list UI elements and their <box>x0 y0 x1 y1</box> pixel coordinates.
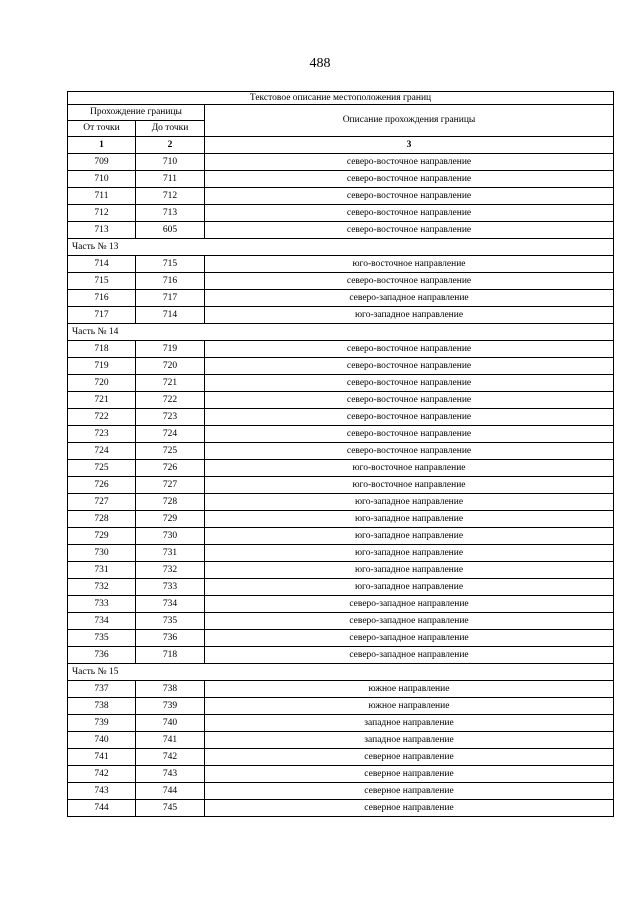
table-row <box>68 460 614 477</box>
table-row <box>68 273 614 290</box>
column-number: 1 <box>68 137 136 154</box>
from-point-cell: 734 <box>68 613 136 630</box>
table-row <box>68 375 614 392</box>
direction-cell: северо-восточное направление <box>205 341 614 358</box>
table-row <box>68 783 614 800</box>
to-point-cell: 722 <box>136 392 205 409</box>
from-point-cell: 726 <box>68 477 136 494</box>
direction-cell: северо-восточное направление <box>205 222 614 239</box>
table-row <box>68 732 614 749</box>
to-point-cell: 739 <box>136 698 205 715</box>
direction-cell: северное направление <box>205 749 614 766</box>
to-point-cell: 713 <box>136 205 205 222</box>
part-heading-row <box>68 324 614 341</box>
table-row <box>68 766 614 783</box>
to-point-cell: 718 <box>136 647 205 664</box>
from-point-cell: 730 <box>68 545 136 562</box>
from-point-cell: 728 <box>68 511 136 528</box>
to-point-cell: 715 <box>136 256 205 273</box>
from-point-cell: 733 <box>68 596 136 613</box>
to-point-cell: 740 <box>136 715 205 732</box>
direction-cell: юго-западное направление <box>205 511 614 528</box>
direction-cell: северо-западное направление <box>205 596 614 613</box>
table-row <box>68 630 614 647</box>
from-point-cell: 723 <box>68 426 136 443</box>
table-row <box>68 494 614 511</box>
to-point-cell: 732 <box>136 562 205 579</box>
to-point-cell: 734 <box>136 596 205 613</box>
to-point-cell: 720 <box>136 358 205 375</box>
from-point-cell: 709 <box>68 154 136 171</box>
from-point-cell: 710 <box>68 171 136 188</box>
to-point-cell: 723 <box>136 409 205 426</box>
direction-cell: юго-западное направление <box>205 545 614 562</box>
from-point-cell: 738 <box>68 698 136 715</box>
to-point-cell: 743 <box>136 766 205 783</box>
from-point-cell: 712 <box>68 205 136 222</box>
direction-cell: южное направление <box>205 698 614 715</box>
from-point-cell: 727 <box>68 494 136 511</box>
direction-cell: юго-восточное направление <box>205 477 614 494</box>
to-point-cell: 735 <box>136 613 205 630</box>
direction-cell: южное направление <box>205 681 614 698</box>
direction-cell: северное направление <box>205 800 614 817</box>
to-point-cell: 742 <box>136 749 205 766</box>
from-point-cell: 721 <box>68 392 136 409</box>
direction-cell: юго-западное направление <box>205 307 614 324</box>
part-heading: Часть № 15 <box>68 664 614 681</box>
part-heading-row <box>68 239 614 256</box>
from-point-cell: 713 <box>68 222 136 239</box>
from-point-cell: 722 <box>68 409 136 426</box>
direction-cell: северо-восточное направление <box>205 375 614 392</box>
table-row <box>68 749 614 766</box>
from-point-cell: 731 <box>68 562 136 579</box>
to-point-cell: 726 <box>136 460 205 477</box>
column-number: 3 <box>205 137 614 154</box>
to-point-cell: 738 <box>136 681 205 698</box>
table-row <box>68 477 614 494</box>
table-row <box>68 443 614 460</box>
to-point-cell: 711 <box>136 171 205 188</box>
from-point-cell: 737 <box>68 681 136 698</box>
to-point-cell: 730 <box>136 528 205 545</box>
from-point-cell: 714 <box>68 256 136 273</box>
from-point-cell: 736 <box>68 647 136 664</box>
direction-cell: юго-западное направление <box>205 579 614 596</box>
direction-cell: северо-восточное направление <box>205 392 614 409</box>
direction-cell: северо-восточное направление <box>205 171 614 188</box>
to-point-cell: 719 <box>136 341 205 358</box>
table-row <box>68 545 614 562</box>
from-point-cell: 718 <box>68 341 136 358</box>
from-point-cell: 720 <box>68 375 136 392</box>
direction-cell: северо-западное направление <box>205 647 614 664</box>
to-point-cell: 725 <box>136 443 205 460</box>
direction-cell: северо-восточное направление <box>205 205 614 222</box>
direction-cell: западное направление <box>205 715 614 732</box>
to-point-cell: 727 <box>136 477 205 494</box>
direction-cell: юго-западное направление <box>205 528 614 545</box>
from-point-cell: 729 <box>68 528 136 545</box>
table-row <box>68 613 614 630</box>
from-point-cell: 742 <box>68 766 136 783</box>
from-point-cell: 735 <box>68 630 136 647</box>
direction-cell: северное направление <box>205 766 614 783</box>
table-row <box>68 341 614 358</box>
to-point-cell: 605 <box>136 222 205 239</box>
to-point-cell: 731 <box>136 545 205 562</box>
from-point-cell: 741 <box>68 749 136 766</box>
to-header: До точки <box>136 121 205 137</box>
to-point-cell: 712 <box>136 188 205 205</box>
direction-cell: северо-западное направление <box>205 290 614 307</box>
from-point-cell: 717 <box>68 307 136 324</box>
table-row <box>68 358 614 375</box>
to-point-cell: 716 <box>136 273 205 290</box>
table-row <box>68 562 614 579</box>
table-title: Текстовое описание местоположения границ <box>68 92 614 105</box>
from-header: От точки <box>68 121 136 137</box>
table-row <box>68 256 614 273</box>
table-row <box>68 511 614 528</box>
direction-cell: северо-восточное направление <box>205 358 614 375</box>
to-point-cell: 736 <box>136 630 205 647</box>
from-point-cell: 744 <box>68 800 136 817</box>
column-number: 2 <box>136 137 205 154</box>
table-row <box>68 409 614 426</box>
direction-cell: северо-восточное направление <box>205 426 614 443</box>
table-row <box>68 647 614 664</box>
from-point-cell: 732 <box>68 579 136 596</box>
table-row <box>68 579 614 596</box>
from-point-cell: 725 <box>68 460 136 477</box>
boundary-table <box>67 91 614 817</box>
table-row <box>68 426 614 443</box>
group-header: Прохождение границы <box>68 105 205 121</box>
to-point-cell: 717 <box>136 290 205 307</box>
part-heading: Часть № 13 <box>68 239 614 256</box>
table-row <box>68 698 614 715</box>
direction-cell: юго-западное направление <box>205 562 614 579</box>
table-row <box>68 715 614 732</box>
direction-cell: северо-восточное направление <box>205 443 614 460</box>
direction-cell: юго-западное направление <box>205 494 614 511</box>
to-point-cell: 721 <box>136 375 205 392</box>
direction-cell: западное направление <box>205 732 614 749</box>
from-point-cell: 740 <box>68 732 136 749</box>
table-row <box>68 681 614 698</box>
from-point-cell: 724 <box>68 443 136 460</box>
table-row <box>68 800 614 817</box>
to-point-cell: 710 <box>136 154 205 171</box>
page-number: 488 <box>309 56 331 71</box>
table-body <box>68 154 614 817</box>
to-point-cell: 714 <box>136 307 205 324</box>
from-point-cell: 739 <box>68 715 136 732</box>
table-row <box>68 154 614 171</box>
direction-cell: северо-восточное направление <box>205 273 614 290</box>
table-row <box>68 222 614 239</box>
direction-cell: северо-западное направление <box>205 630 614 647</box>
description-header: Описание прохождения границы <box>205 105 614 137</box>
table-row <box>68 290 614 307</box>
to-point-cell: 728 <box>136 494 205 511</box>
part-heading-row <box>68 664 614 681</box>
to-point-cell: 741 <box>136 732 205 749</box>
from-point-cell: 716 <box>68 290 136 307</box>
direction-cell: юго-восточное направление <box>205 256 614 273</box>
to-point-cell: 729 <box>136 511 205 528</box>
table-row <box>68 528 614 545</box>
part-heading: Часть № 14 <box>68 324 614 341</box>
direction-cell: северо-восточное направление <box>205 409 614 426</box>
table-row <box>68 188 614 205</box>
table-row <box>68 171 614 188</box>
direction-cell: северо-западное направление <box>205 613 614 630</box>
direction-cell: юго-восточное направление <box>205 460 614 477</box>
direction-cell: северное направление <box>205 783 614 800</box>
table-row <box>68 596 614 613</box>
to-point-cell: 724 <box>136 426 205 443</box>
to-point-cell: 745 <box>136 800 205 817</box>
from-point-cell: 719 <box>68 358 136 375</box>
to-point-cell: 733 <box>136 579 205 596</box>
from-point-cell: 743 <box>68 783 136 800</box>
from-point-cell: 711 <box>68 188 136 205</box>
to-point-cell: 744 <box>136 783 205 800</box>
from-point-cell: 715 <box>68 273 136 290</box>
table-row <box>68 392 614 409</box>
direction-cell: северо-восточное направление <box>205 188 614 205</box>
direction-cell: северо-восточное направление <box>205 154 614 171</box>
table-row <box>68 307 614 324</box>
table-row <box>68 205 614 222</box>
